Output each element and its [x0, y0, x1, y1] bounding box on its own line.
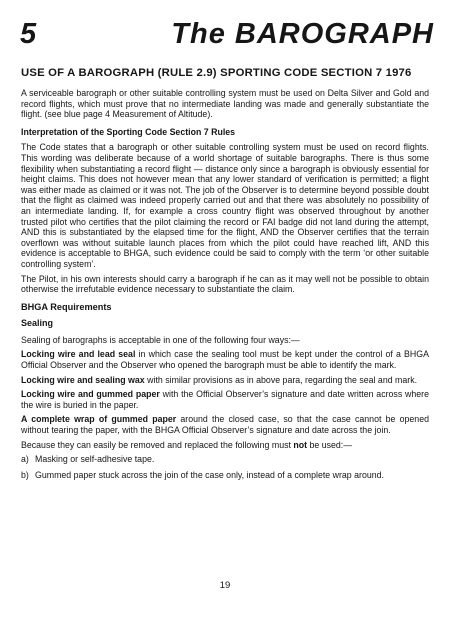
sealing-intro: Sealing of barographs is acceptable in one of the following four ways:—: [21, 334, 300, 345]
chapter-title: The BAROGRAPH: [171, 18, 434, 50]
section-heading: USE OF A BAROGRAPH (RULE 2.9) SPORTING CODE SECTION 7 1976: [21, 67, 412, 79]
sealing-method-2: [21, 375, 429, 386]
sealing-method-1-text: in which case the sealing tool must be kept under the control of a BHGA Official Observer and the Observer who opened the barograph must be able to identify the mark.: [21, 349, 429, 371]
list-item: [21, 470, 429, 481]
list-item: [21, 454, 429, 465]
interpretation-paragraph-2: The Pilot, in his own interests should carry a barograph if he can as it may well not be possible to obtain otherwise the irrefutable evidence necessary to substantiate the claim.: [21, 273, 429, 295]
sealing-method-2-text: with similar provisions as in above para, regarding the seal and mark.: [144, 374, 418, 385]
list-item-marker: a): [21, 454, 29, 465]
sealing-method-3-lead: Locking wire and gummed paper: [21, 389, 160, 400]
chapter-header: [14, 14, 436, 60]
interpretation-heading: Interpretation of the Sporting Code Section 7 Rules: [21, 126, 236, 137]
sealing-method-1-lead: Locking wire and lead seal: [21, 349, 136, 360]
interpretation-paragraph-1: The Code states that a barograph or other suitable controlling system must be used on record flights. This wording was deliberate because of a world shortage of suitable barographs. There is thus some flexibility when substantiating a record flight — distance only since a barograph is obviously essential for height claims. This does not however mean that any lower standard of verification is permitted; a flight was either made as claimed or it was not. The job of the Observer is to determine beyond possible doubt that the flight as claimed was indeed properly carried out and that there was absolutely no possibility of an intermediate landing. If, for example a cross country flight was observed throughout by another trusted pilot who certifies that the pilot claiming the record or FAI badge did not land during the attempt, AND this is substantiated by the elapsed time for the flight, AND the Observer certifies that the terrain overflown was without suitable launch places from which the pilot could have reached lift, AND this evidence is acceptable to BHGA, such evidence could be said to comply with the term ‘or other suitable controlling system’.: [21, 142, 429, 269]
sealing-method-3-text: with the Official Observer’s signature and date written across where the wire is buried in the paper.: [21, 389, 429, 410]
chapter-number: 5: [20, 18, 37, 50]
list-item-text: Masking or self-adhesive tape.: [35, 454, 155, 465]
sealing-heading: Sealing: [21, 318, 54, 329]
sealing-method-3: [21, 389, 429, 410]
not-used-after: be used:—: [307, 439, 353, 450]
not-used-paragraph: [21, 440, 429, 451]
sealing-method-4-text: around the closed case, so that the case cannot be opened without tearing the paper, with the BHGA Official Observer’s signature and date across the join.: [21, 414, 429, 436]
list-item-text: Gummed paper stuck across the join of the case only, instead of a complete wrap around.: [35, 469, 384, 480]
list-item-marker: b): [21, 469, 29, 480]
page-number: 19: [219, 580, 231, 591]
sealing-method-4: [21, 414, 429, 435]
bhga-requirements-heading: BHGA Requirements: [21, 301, 112, 312]
sealing-method-1: [21, 349, 429, 370]
not-used-bold: not: [293, 439, 308, 450]
not-used-before: Because they can easily be removed and replaced the following must: [21, 439, 294, 450]
sealing-method-2-lead: Locking wire and sealing wax: [21, 374, 145, 385]
sealing-method-4-lead: A complete wrap of gummed paper: [21, 414, 177, 425]
intro-paragraph: A serviceable barograph or other suitable controlling system must be used on Delta Silver and Gold and record flights, which must prove that no intermediate landing was made and generally substantiate the flight. (see blue page 4 Measurement of Altitude).: [21, 88, 429, 120]
page-content: [21, 66, 429, 485]
